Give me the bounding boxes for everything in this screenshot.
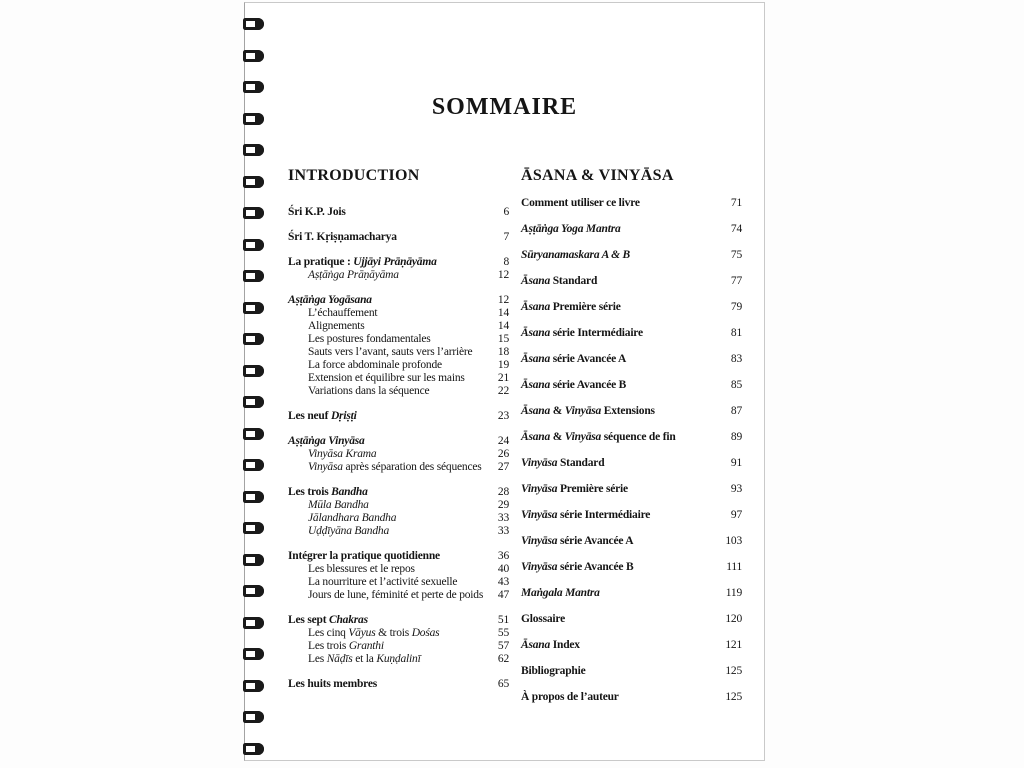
- toc-entry-page: 91: [730, 457, 742, 469]
- binding-ring-icon: [243, 144, 264, 156]
- toc-entry-label: Āsana & Vinyāsa Extensions: [521, 405, 655, 417]
- toc-entry: [521, 457, 742, 470]
- toc-entry: [288, 461, 509, 474]
- toc-entry-label: Bibliographie: [521, 665, 586, 677]
- toc-entry: [288, 307, 509, 320]
- binding-ring-icon: [243, 176, 264, 188]
- toc-entry: [288, 653, 509, 666]
- toc-entry-label: Vinyāsa Standard: [521, 457, 605, 469]
- toc-entry: [521, 405, 742, 418]
- toc-entry-label: Jālandhara Bandha: [308, 512, 397, 524]
- toc-entry-page: 51: [497, 614, 509, 626]
- toc-entries-introduction: [288, 206, 509, 691]
- toc-entry-page: 6: [503, 206, 509, 218]
- toc-entry: [521, 353, 742, 366]
- binding-ring-icon: [243, 711, 264, 723]
- toc-entry-label: Maṅgala Mantra: [521, 587, 600, 599]
- toc-entry-page: 18: [497, 346, 509, 358]
- toc-entry-label: Les Nāḍīs et la Kuṇḍalinī: [308, 653, 421, 665]
- toc-entry-page: 103: [725, 535, 742, 547]
- toc-entry-label: Aṣṭāṅga Yogāsana: [288, 294, 372, 306]
- toc-entry-label: Āsana série Avancée A: [521, 353, 627, 365]
- toc-entry-label: Vinyāsa série Avancée B: [521, 561, 634, 573]
- toc-entry: [521, 249, 742, 262]
- toc-entry-label: Glossaire: [521, 613, 565, 625]
- toc-entry-page: 75: [730, 249, 742, 261]
- toc-entry-label: Vinyāsa Krama: [308, 448, 377, 460]
- toc-entry-page: 27: [497, 461, 509, 473]
- toc-entry-page: 87: [730, 405, 742, 417]
- toc-entry-label: Āsana & Vinyāsa séquence de fin: [521, 431, 676, 443]
- toc-entry: [288, 385, 509, 398]
- toc-entry: [521, 509, 742, 522]
- toc-entry-page: 26: [497, 448, 509, 460]
- binding-ring-icon: [243, 491, 264, 503]
- toc-entry-page: 119: [725, 587, 742, 599]
- toc-entry-page: 21: [497, 372, 509, 384]
- toc-entries-asana-vinyasa: [521, 197, 742, 704]
- toc-entry-label: La force abdominale profonde: [308, 359, 442, 371]
- toc-entry-page: 83: [730, 353, 742, 365]
- toc-entry-page: 125: [725, 665, 742, 677]
- toc-entry-label: Vinyāsa série Avancée A: [521, 535, 634, 547]
- toc-entry: [521, 561, 742, 574]
- toc-entry-label: La pratique : Ujjāyi Prāṇāyāma: [288, 256, 437, 268]
- section-header-asana-vinyasa: ĀSANA & VINYĀSA: [521, 167, 674, 184]
- toc-entry: [288, 372, 509, 385]
- toc-entry: [288, 333, 509, 346]
- binding-ring-icon: [243, 743, 264, 755]
- toc-entry: [521, 327, 742, 340]
- toc-entry-page: 77: [730, 275, 742, 287]
- binding-ring-icon: [243, 207, 264, 219]
- toc-entry: [288, 294, 509, 307]
- binding-ring-icon: [243, 617, 264, 629]
- toc-entry-label: Śri T. Kṛiṣṇamacharya: [288, 231, 397, 243]
- toc-entry-page: 121: [725, 639, 742, 651]
- toc-entry-label: Vinyāsa Première série: [521, 483, 628, 495]
- toc-entry-label: Mūla Bandha: [308, 499, 369, 511]
- toc-entry: [288, 410, 509, 423]
- toc-entry-label: Vinyāsa après séparation des séquences: [308, 461, 482, 473]
- toc-entry: [521, 275, 742, 288]
- toc-entry-page: 40: [497, 563, 509, 575]
- toc-entry: [288, 627, 509, 640]
- toc-entry-label: Variations dans la séquence: [308, 385, 430, 397]
- toc-entry-label: Les huits membres: [288, 678, 378, 690]
- binding-ring-icon: [243, 396, 264, 408]
- toc-entry: [521, 587, 742, 600]
- toc-column-introduction: [288, 167, 509, 691]
- toc-entry: [521, 431, 742, 444]
- toc-entry-label: Les cinq Vāyus & trois Dośas: [308, 627, 440, 639]
- binding-ring-icon: [243, 365, 264, 377]
- toc-entry-label: Sūryanamaskara A & B: [521, 249, 631, 261]
- toc-entry-page: 81: [730, 327, 742, 339]
- toc-entry-label: Les trois Granthi: [308, 640, 384, 652]
- toc-entry: [288, 346, 509, 359]
- toc-entry-label: Les neuf Dṛiṣṭi: [288, 410, 357, 422]
- toc-entry-label: Extension et équilibre sur les mains: [308, 372, 465, 384]
- toc-entry-page: 19: [497, 359, 509, 371]
- toc-entry-label: Āsana série Intermédiaire: [521, 327, 643, 339]
- toc-entry: [288, 435, 509, 448]
- toc-entry: [288, 563, 509, 576]
- toc-entry-page: 12: [497, 269, 509, 281]
- toc-entry-label: La nourriture et l’activité sexuelle: [308, 576, 458, 588]
- toc-column-asana-vinyasa: [521, 167, 742, 704]
- toc-entry: [288, 576, 509, 589]
- toc-entry-label: Les blessures et le repos: [308, 563, 415, 575]
- toc-entry: [288, 320, 509, 333]
- binding-ring-icon: [243, 18, 264, 30]
- book-page: [244, 2, 765, 761]
- toc-entry-page: 12: [497, 294, 509, 306]
- toc-entry-page: 71: [730, 197, 742, 209]
- toc-entry-label: Āsana Standard: [521, 275, 598, 287]
- toc-entry-page: 120: [725, 613, 742, 625]
- toc-entry-page: 57: [497, 640, 509, 652]
- toc-entry-label: Les postures fondamentales: [308, 333, 431, 345]
- toc-entry-label: Comment utiliser ce livre: [521, 197, 640, 209]
- toc-entry: [288, 359, 509, 372]
- toc-entry-page: 8: [503, 256, 509, 268]
- binding-ring-icon: [243, 428, 264, 440]
- binding-ring-icon: [243, 81, 264, 93]
- toc-entry: [521, 301, 742, 314]
- binding-ring-icon: [243, 270, 264, 282]
- toc-entry: [288, 640, 509, 653]
- toc-entry-page: 97: [730, 509, 742, 521]
- toc-entry-page: 23: [497, 410, 509, 422]
- toc-entry: [521, 379, 742, 392]
- binding-ring-icon: [243, 585, 264, 597]
- binding-ring-icon: [243, 239, 264, 251]
- toc-entry: [288, 499, 509, 512]
- toc-entry-page: 79: [730, 301, 742, 313]
- toc-entry-label: L’échauffement: [308, 307, 378, 319]
- toc-entry: [288, 231, 509, 244]
- toc-entry-label: Āsana Index: [521, 639, 580, 651]
- binding-ring-icon: [243, 333, 264, 345]
- toc-entry-page: 33: [497, 525, 509, 537]
- toc-entry: [521, 691, 742, 704]
- toc-entry-label: Sauts vers l’avant, sauts vers l’arrière: [308, 346, 473, 358]
- toc-entry: [521, 665, 742, 678]
- toc-entry-label: Les trois Bandha: [288, 486, 368, 498]
- toc-entry-page: 43: [497, 576, 509, 588]
- toc-entry-page: 47: [497, 589, 509, 601]
- toc-entry-page: 36: [497, 550, 509, 562]
- toc-entry-page: 15: [497, 333, 509, 345]
- toc-entry: [288, 678, 509, 691]
- toc-entry-page: 14: [497, 307, 509, 319]
- toc-entry-page: 7: [503, 231, 509, 243]
- toc-entry-page: 29: [497, 499, 509, 511]
- toc-entry: [521, 223, 742, 236]
- toc-entry-label: Vinyāsa série Intermédiaire: [521, 509, 651, 521]
- binding-ring-icon: [243, 680, 264, 692]
- toc-entry-label: Intégrer la pratique quotidienne: [288, 550, 440, 562]
- toc-entry-label: Aṣṭāṅga Prāṇāyāma: [308, 269, 399, 281]
- toc-entry: [288, 512, 509, 525]
- toc-entry: [521, 613, 742, 626]
- toc-entry-page: 125: [725, 691, 742, 703]
- toc-entry: [521, 197, 742, 210]
- toc-entry: [521, 535, 742, 548]
- toc-entry-page: 111: [726, 561, 742, 573]
- toc-entry-label: À propos de l’auteur: [521, 691, 619, 703]
- binding-ring-icon: [243, 50, 264, 62]
- toc-entry: [288, 256, 509, 269]
- toc-entry-page: 33: [497, 512, 509, 524]
- binding-ring-icon: [243, 648, 264, 660]
- toc-entry-page: 24: [497, 435, 509, 447]
- toc-entry-label: Jours de lune, féminité et perte de poids: [308, 589, 484, 601]
- toc-entry-page: 65: [497, 678, 509, 690]
- toc-entry-label: Śri K.P. Jois: [288, 206, 346, 218]
- toc-entry-label: Uḍḍīyāna Bandha: [308, 525, 390, 537]
- toc-entry: [288, 589, 509, 602]
- toc-entry: [288, 486, 509, 499]
- toc-entry-label: Les sept Chakras: [288, 614, 368, 626]
- toc-entry-label: Alignements: [308, 320, 365, 332]
- binding-ring-icon: [243, 554, 264, 566]
- toc-entry: [288, 448, 509, 461]
- binding-ring-icon: [243, 459, 264, 471]
- binding-ring-icon: [243, 302, 264, 314]
- toc-entry-page: 14: [497, 320, 509, 332]
- toc-entry: [288, 614, 509, 627]
- toc-entry-label: Āsana série Avancée B: [521, 379, 627, 391]
- binding-ring-icon: [243, 522, 264, 534]
- toc-entry-label: Aṣṭāṅga Yoga Mantra: [521, 223, 621, 235]
- toc-entry: [288, 206, 509, 219]
- toc-entry-page: 89: [730, 431, 742, 443]
- toc-entry: [288, 269, 509, 282]
- toc-entry: [521, 483, 742, 496]
- toc-entry-page: 28: [497, 486, 509, 498]
- toc-entry-page: 62: [497, 653, 509, 665]
- toc-entry-page: 85: [730, 379, 742, 391]
- toc-entry-page: 55: [497, 627, 509, 639]
- toc-entry: [288, 525, 509, 538]
- toc-entry: [521, 639, 742, 652]
- toc-entry-page: 93: [730, 483, 742, 495]
- toc-entry-label: Aṣṭāṅga Vinyāsa: [288, 435, 365, 447]
- toc-entry-page: 22: [497, 385, 509, 397]
- toc-entry-page: 74: [730, 223, 742, 235]
- page-title: SOMMAIRE: [431, 94, 578, 120]
- toc-entry-label: Āsana Première série: [521, 301, 621, 313]
- section-header-introduction: INTRODUCTION: [288, 167, 420, 184]
- toc-entry: [288, 550, 509, 563]
